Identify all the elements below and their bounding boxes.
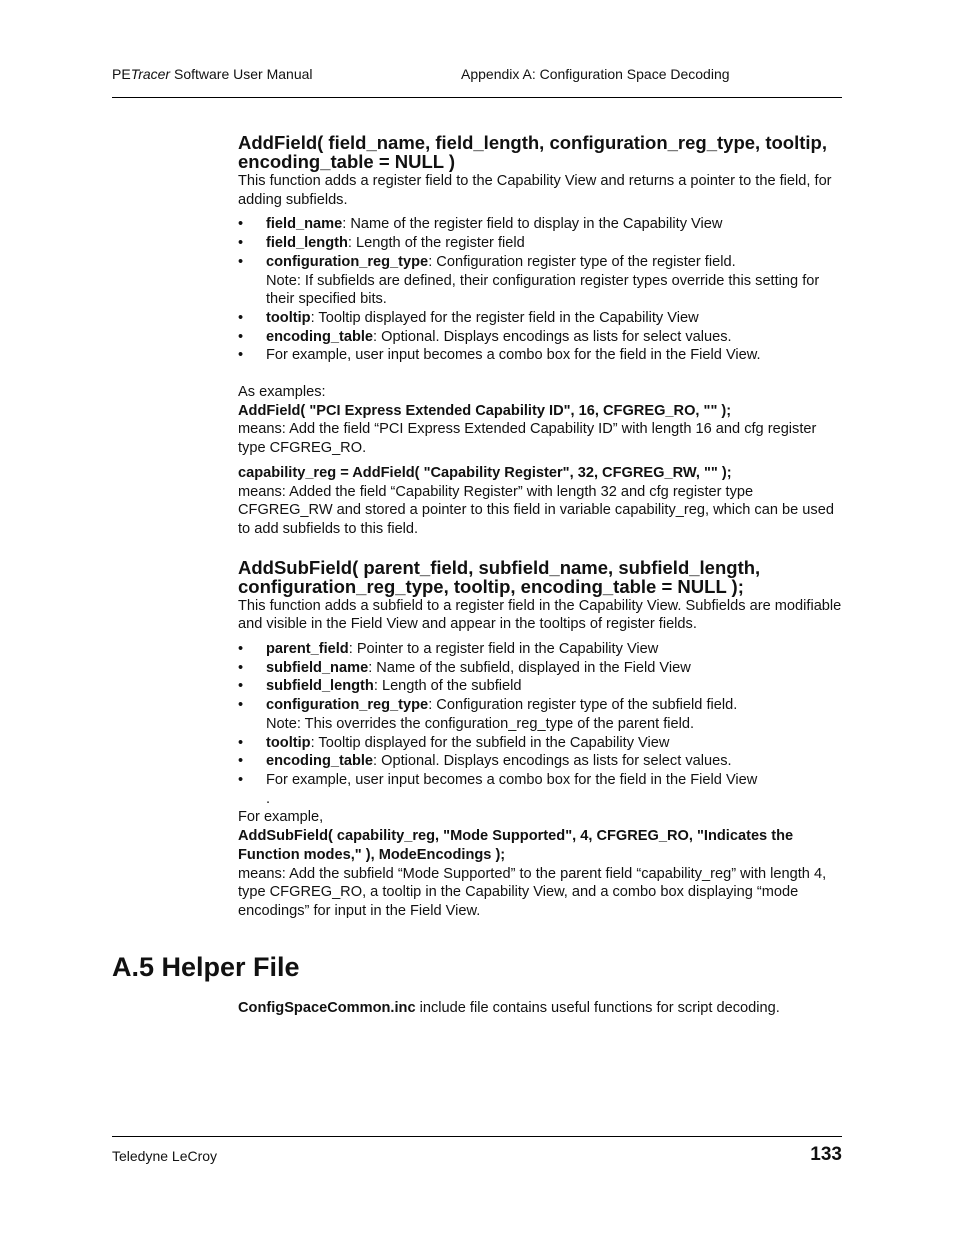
page-number: 133 [810,1144,842,1165]
list-item: • subfield_length: Length of the subfield [238,677,842,696]
addfield-example1-code: AddField( "PCI Express Extended Capability ID", 16, CFGREG_RO, "" ); [238,402,732,419]
main-content [238,133,842,921]
addfield-example2-text: means: Added the field “Capability Register” with length 32 and cfg register type CFGREG_RW and stored a pointer to this field in variable capability_reg, which can be used to add subfields to this field. [238,483,834,537]
addsubfield-heading: AddSubField( parent_field, subfield_name, subfield_length, configuration_reg_type, tooltip, encoding_table = NULL ); [238,556,761,597]
addfield-heading: AddField( field_name, field_length, configuration_reg_type, tooltip, encoding_table = NULL ) [238,132,827,172]
section-heading-helper-file: A.5 Helper File [112,952,300,982]
addfield-example1-text: means: Add the field “PCI Express Extended Capability ID” with length 16 and cfg register type CFGREG_RO. [238,421,817,457]
addsubfield-example-text: means: Add the subfield “Mode Supported” to the parent field “capability_reg” with length 4, type CFGREG_RO, a tooltip in the Capability View, and a combo box displaying “mode encodings” for input in the Field View. [238,865,827,919]
list-item: • For example, user input becomes a combo box for the field in the Field View . [238,771,842,808]
addsubfield-description: This function adds a subfield to a register field in the Capability View. Subfields are modifiable and visible in the Field View and appear in the tooltips of register fields. [238,597,842,633]
addsubfield-example-intro: For example, [238,809,324,826]
list-item: • configuration_reg_type: Configuration register type of the subfield field. Note: This overrides the configuration_reg_type of the parent field. [238,696,842,733]
addfield-example2-code: capability_reg = AddField( "Capability Register", 32, CFGREG_RW, "" ); [238,464,732,481]
addsubfield-example-code: AddSubField( capability_reg, "Mode Supported", 4, CFGREG_RO, "Indicates the Function modes," ), ModeEncodings ); [238,828,794,863]
helper-file-text: ConfigSpaceCommon.inc include file contains useful functions for script decoding. [238,1000,780,1016]
addfield-description: This function adds a register field to the Capability View and returns a pointer to the field, for adding subfields. [238,173,832,208]
helper-filename: ConfigSpaceCommon.inc [238,1000,416,1016]
addfield-examples-intro: As examples: [238,384,326,401]
list-item: • encoding_table: Optional. Displays encodings as lists for select values. [238,328,842,347]
running-header-section: Appendix A: Configuration Space Decoding [461,66,730,82]
list-item: • field_length: Length of the register field [238,234,842,253]
list-item: • encoding_table: Optional. Displays encodings as lists for select values. [238,752,842,771]
header-rule [112,97,842,98]
list-item: • tooltip: Tooltip displayed for the subfield in the Capability View [238,734,842,753]
list-item: • tooltip: Tooltip displayed for the register field in the Capability View [238,309,842,328]
footer-company: Teledyne LeCroy [112,1148,218,1164]
list-item: • configuration_reg_type: Configuration register type of the register field. Note: If subfields are defined, their configuration register types override this setting for their specified bits. [238,253,842,309]
list-item: • field_name: Name of the register field to display in the Capability View [238,215,842,234]
addfield-param-list [238,215,842,365]
list-item: • For example, user input becomes a combo box for the field in the Field View. [238,346,842,365]
footer-rule [112,1136,842,1137]
addsubfield-param-list [238,640,842,808]
list-item: • subfield_name: Name of the subfield, displayed in the Field View [238,659,842,678]
list-item: • parent_field: Pointer to a register field in the Capability View [238,640,842,659]
running-header-title: PETracer Software User Manual [112,66,313,82]
